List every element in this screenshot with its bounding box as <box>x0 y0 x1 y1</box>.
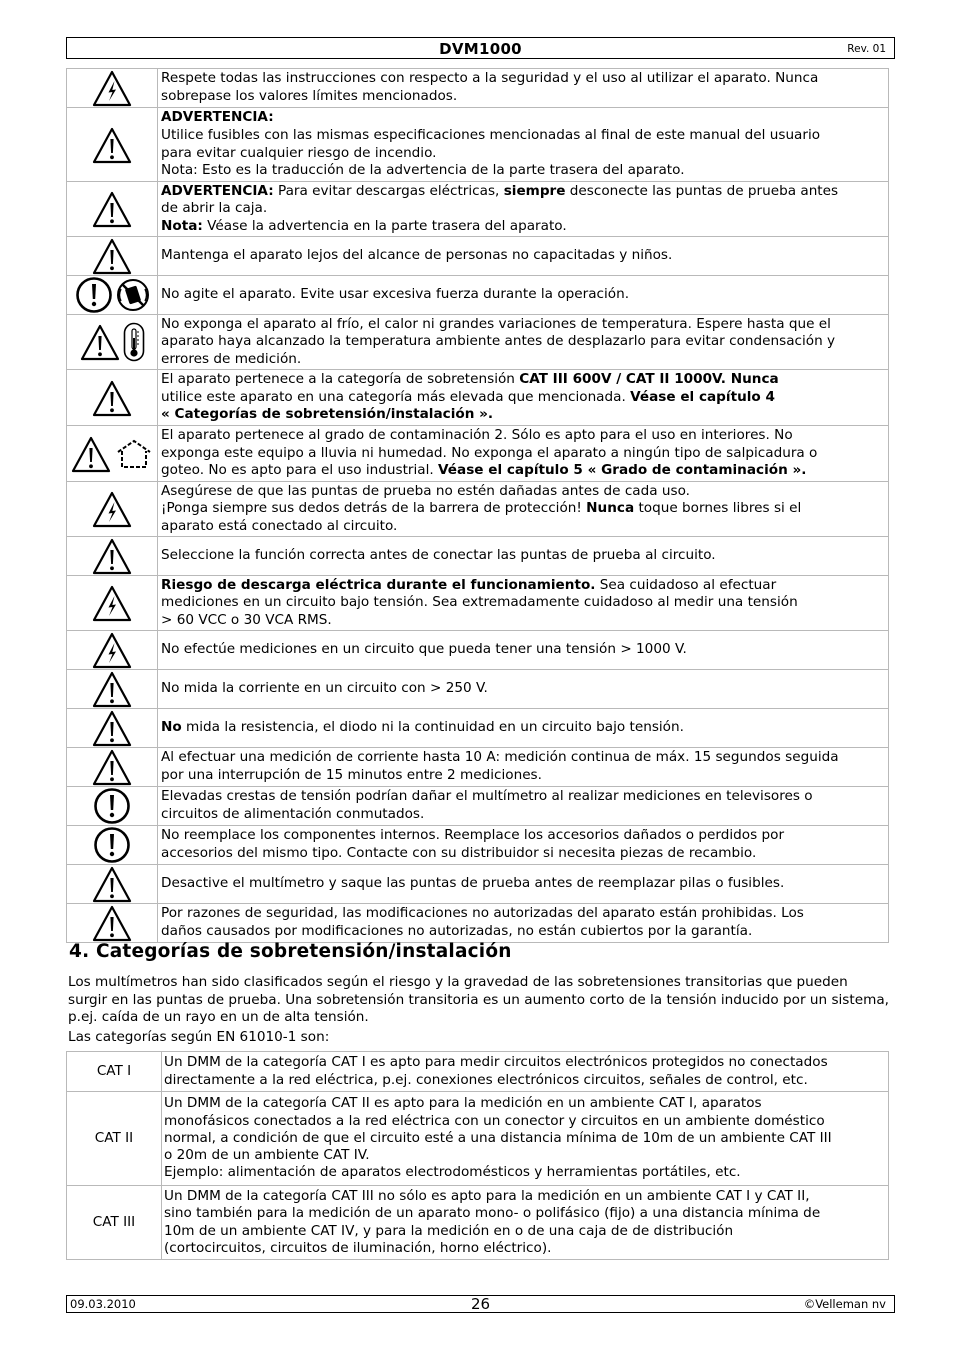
section-title: 4. Categorías de sobretensión/instalación <box>69 941 512 962</box>
instruction-line <box>161 641 886 659</box>
text-segment: accesorios del mismo tipo. Contacte con su distribuidor si necesita piezas de recambio. <box>161 845 757 861</box>
instruction-text <box>158 670 889 709</box>
instruction-line <box>161 333 886 351</box>
icon-graphic <box>80 323 120 361</box>
text-segment: por una interrupción de 15 minutos entre 2 mediciones. <box>161 767 542 783</box>
instruction-line <box>161 389 886 407</box>
categories-table <box>66 1051 889 1260</box>
instruction-line <box>161 483 886 501</box>
icon-graphic <box>92 631 132 669</box>
text-segment: ADVERTENCIA: <box>161 109 274 126</box>
instruction-line <box>161 462 886 480</box>
warning-triangle-icon <box>92 537 132 575</box>
icon-graphic <box>92 865 132 903</box>
icon-graphic <box>92 379 132 417</box>
text-segment: toque bornes libres si el <box>634 500 802 517</box>
category-row <box>67 1092 889 1186</box>
icon-graphic <box>92 190 132 228</box>
instruction-line <box>161 547 886 565</box>
text-segment: Por razones de seguridad, las modificaciones no autorizadas del aparato están prohibidas. Los <box>161 905 804 922</box>
instruction-text <box>158 709 889 748</box>
instruction-line <box>161 518 886 536</box>
safety-row <box>67 69 889 108</box>
instruction-text <box>158 576 889 631</box>
text-segment: Nota: Esto es la traducción de la advertencia de la parte trasera del aparato. <box>161 162 685 179</box>
thermometer-icon <box>123 322 145 362</box>
instruction-text <box>158 826 889 865</box>
instruction-line <box>161 875 886 893</box>
safety-row <box>67 826 889 865</box>
categories-intro: Las categorías según EN 61010-1 son: <box>68 1029 330 1045</box>
safety-row <box>67 108 889 182</box>
icon-graphic <box>92 709 132 747</box>
category-description <box>162 1052 889 1092</box>
caution-circle-icon <box>75 276 113 314</box>
text-segment: No agite el aparato. Evite usar excesiva fuerza durante la operación. <box>161 286 630 303</box>
caution-circle-icon <box>93 826 131 864</box>
description-line: o 20m de un ambiente CAT IV. <box>164 1147 370 1164</box>
instruction-line <box>161 127 886 145</box>
icon-graphic <box>123 322 145 362</box>
text-segment: CAT III 600V / CAT II 1000V. Nunca <box>519 371 779 388</box>
instruction-line <box>161 427 886 445</box>
lightning-triangle-icon <box>92 631 132 669</box>
icon-graphic <box>92 537 132 575</box>
instruction-text <box>158 787 889 826</box>
text-segment: El aparato pertenece a la categoría de sobretensión <box>161 371 520 388</box>
icon-cell <box>67 426 158 482</box>
category-description <box>162 1092 889 1186</box>
safety-row <box>67 787 889 826</box>
warning-triangle-icon <box>92 379 132 417</box>
warning-triangle-icon <box>92 709 132 747</box>
text-segment: Nunca <box>586 500 635 517</box>
icon-cell <box>67 315 158 370</box>
text-segment: El aparato pertenece al grado de contaminación 2. Sólo es apto para el uso en interiores. No <box>161 427 793 444</box>
text-segment: Nota: <box>161 217 203 234</box>
text-segment: para evitar cualquier riesgo de incendio. <box>161 144 437 161</box>
document-title: DVM1000 <box>439 40 522 58</box>
icon-graphic <box>92 69 132 107</box>
page-header <box>66 37 895 59</box>
instruction-line <box>161 145 886 163</box>
safety-row <box>67 865 889 904</box>
icon-cell <box>67 108 158 182</box>
description-line: normal, a condición de que el circuito esté a una distancia mínima de 10m de un ambiente CAT III <box>164 1129 832 1146</box>
icon-graphic <box>93 787 131 825</box>
instruction-line <box>161 923 886 941</box>
instruction-line <box>161 500 886 518</box>
icon-cell <box>67 826 158 865</box>
instruction-text <box>158 426 889 482</box>
icon-graphic <box>92 490 132 528</box>
description-line: (cortocircuitos, circuitos de iluminación, horno eléctrico). <box>164 1239 552 1256</box>
text-segment: Véase el capítulo 5 « Grado de contaminación ». <box>438 462 807 479</box>
instruction-line <box>161 351 886 369</box>
instruction-line <box>161 749 886 767</box>
text-segment: Seleccione la función correcta antes de conectar las puntas de prueba al circuito. <box>161 547 716 564</box>
text-segment: Véase la advertencia en la parte trasera del aparato. <box>202 217 567 234</box>
text-segment: exponga este equipo a lluvia ni humedad. No exponga el aparato a ningún tipo de salpicadura o <box>161 444 818 461</box>
text-segment: mediciones en un circuito bajo tensión. Sea extremadamente cuidadoso al medir una tensión <box>161 594 798 611</box>
icon-graphic <box>116 278 150 312</box>
text-segment: aparato haya alcanzado la temperatura ambiente antes de desplazarlo para evitar condensación y <box>161 333 836 350</box>
instruction-line <box>161 612 886 630</box>
warning-triangle-icon <box>92 190 132 228</box>
no-shake-icon <box>116 278 150 312</box>
instruction-line <box>161 577 886 595</box>
icon-cell <box>67 69 158 108</box>
instruction-line <box>161 247 886 265</box>
instruction-text <box>158 69 889 108</box>
text-segment: Utilice fusibles con las mismas especificaciones mencionadas al final de este manual del usuario <box>161 126 821 143</box>
icon-cell <box>67 709 158 748</box>
warning-triangle-icon <box>92 237 132 275</box>
footer-copyright: ©Velleman nv <box>803 1297 886 1311</box>
icon-cell <box>67 370 158 426</box>
text-segment: de abrir la caja. <box>161 200 268 217</box>
safety-instructions-table <box>66 68 889 943</box>
safety-row <box>67 709 889 748</box>
icon-cell <box>67 276 158 315</box>
instruction-line <box>161 183 886 201</box>
safety-row <box>67 537 889 576</box>
icon-graphic <box>114 438 154 470</box>
category-name: CAT III <box>67 1186 162 1260</box>
description-line: Un DMM de la categoría CAT III no sólo es apto para la medición en un ambiente CAT I y CAT II, <box>164 1188 810 1205</box>
indoor-house-icon <box>114 438 154 470</box>
category-description <box>162 1186 889 1260</box>
revision-label: Rev. 01 <box>847 43 886 55</box>
instruction-line <box>161 806 886 824</box>
safety-row <box>67 315 889 370</box>
warning-triangle-icon <box>92 904 132 942</box>
safety-row <box>67 370 889 426</box>
instruction-text <box>158 276 889 315</box>
lightning-triangle-icon <box>92 69 132 107</box>
category-row <box>67 1052 889 1092</box>
category-name: CAT I <box>67 1052 162 1092</box>
text-segment: No mida la corriente en un circuito con > 250 V. <box>161 680 488 697</box>
category-name: CAT II <box>67 1092 162 1186</box>
text-segment: sobrepase los valores límites mencionados. <box>161 88 458 104</box>
instruction-text <box>158 108 889 182</box>
text-segment: Asegúrese de que las puntas de prueba no estén dañadas antes de cada uso. <box>161 482 691 499</box>
instruction-text <box>158 237 889 276</box>
text-segment: ADVERTENCIA: <box>161 182 274 199</box>
description-line: directamente a la red eléctrica, p.ej. conexiones electrónicos circuitos, señales de control, etc. <box>164 1071 808 1088</box>
icon-cell <box>67 237 158 276</box>
text-segment: daños causados por modificaciones no autorizadas, no están cubiertos por la garantía. <box>161 923 753 939</box>
icon-cell <box>67 865 158 904</box>
safety-row <box>67 576 889 631</box>
safety-row <box>67 748 889 787</box>
instruction-line <box>161 109 886 127</box>
text-segment: utilice este aparato en una categoría más elevada que mencionada. <box>161 388 631 405</box>
category-row <box>67 1186 889 1260</box>
text-segment: Mantenga el aparato lejos del alcance de personas no capacitadas y niños. <box>161 247 673 264</box>
instruction-text <box>158 482 889 537</box>
instruction-line <box>161 162 886 180</box>
instruction-line <box>161 719 886 737</box>
instruction-line <box>161 406 886 424</box>
icon-cell <box>67 482 158 537</box>
text-segment: Véase el capítulo 4 <box>630 388 775 405</box>
instruction-line <box>161 827 886 845</box>
icon-graphic <box>92 670 132 708</box>
text-segment: desconecte las puntas de prueba antes <box>565 182 839 199</box>
safety-row <box>67 276 889 315</box>
text-segment: No exponga el aparato al frío, el calor ni grandes variaciones de temperatura. Espere hasta que el <box>161 315 831 332</box>
lightning-triangle-icon <box>92 490 132 528</box>
warning-triangle-icon <box>92 126 132 164</box>
icon-cell <box>67 748 158 787</box>
section-intro-paragraph: Los multímetros han sido clasificados según el riesgo y la gravedad de las sobretensiones transitorias que pueden surgir en las puntas de prueba. Una sobretensión transitoria es un aumento corto de la tensión inducido por un sistema, p.ej. caída de un rayo en un de alta tensión. <box>68 974 889 1026</box>
description-line: 10m de un ambiente CAT IV, y para la medición en o de una caja de de distribución <box>164 1222 734 1239</box>
instruction-line <box>161 88 886 106</box>
safety-row <box>67 482 889 537</box>
description-line: Ejemplo: alimentación de aparatos electrodomésticos y herramientas portátiles, etc. <box>164 1164 741 1181</box>
safety-row <box>67 670 889 709</box>
icon-graphic <box>93 826 131 864</box>
text-segment: > 60 VCC o 30 VCA RMS. <box>161 611 332 628</box>
instruction-text <box>158 748 889 787</box>
text-segment: siempre <box>503 182 566 199</box>
page-footer <box>66 1295 895 1313</box>
instruction-line <box>161 905 886 923</box>
description-line: sino también para la medición de un aparato mono- o polifásico (fijo) a una distancia mínima de <box>164 1205 821 1222</box>
text-segment: Respete todas las instrucciones con respecto a la seguridad y el uso al utilizar el aparato. Nunca <box>161 70 819 87</box>
instruction-line <box>161 680 886 698</box>
icon-cell <box>67 182 158 237</box>
text-segment: Para evitar descargas eléctricas, <box>273 182 504 199</box>
icon-graphic <box>75 276 113 314</box>
text-segment: errores de medición. <box>161 350 302 367</box>
icon-graphic <box>92 237 132 275</box>
text-segment: « Categorías de sobretensión/instalación ». <box>161 406 494 423</box>
icon-cell <box>67 537 158 576</box>
text-segment: Al efectuar una medición de corriente hasta 10 A: medición continua de máx. 15 segundos seguida <box>161 749 839 766</box>
instruction-text <box>158 315 889 370</box>
icon-cell <box>67 904 158 943</box>
lightning-triangle-icon <box>92 584 132 622</box>
warning-triangle-icon <box>71 435 111 473</box>
icon-graphic <box>92 904 132 942</box>
text-segment: Sea cuidadoso al efectuar <box>595 576 777 593</box>
icon-cell <box>67 631 158 670</box>
instruction-text <box>158 865 889 904</box>
instruction-line <box>161 200 886 218</box>
warning-triangle-icon <box>92 670 132 708</box>
text-segment: Riesgo de descarga eléctrica durante el funcionamiento. <box>161 576 596 593</box>
icon-graphic <box>92 584 132 622</box>
warning-triangle-icon <box>80 323 120 361</box>
text-segment: Elevadas crestas de tensión podrían dañar el multímetro al realizar mediciones en televisores o <box>161 788 813 805</box>
page-number: 26 <box>470 1295 491 1313</box>
footer-date: 09.03.2010 <box>70 1297 136 1311</box>
instruction-line <box>161 445 886 463</box>
safety-row <box>67 631 889 670</box>
text-segment: aparato está conectado al circuito. <box>161 517 398 534</box>
instruction-text <box>158 370 889 426</box>
description-line: Un DMM de la categoría CAT I es apto para medir circuitos electrónicos protegidos no conectados <box>164 1054 828 1071</box>
icon-graphic <box>71 435 111 473</box>
instruction-line <box>161 594 886 612</box>
instruction-text <box>158 904 889 943</box>
icon-cell <box>67 576 158 631</box>
icon-cell <box>67 670 158 709</box>
description-line: monofásicos conectados a la red eléctrica con un conector y circuitos en un ambiente doméstico <box>164 1112 825 1129</box>
instruction-line <box>161 218 886 236</box>
warning-triangle-icon <box>92 865 132 903</box>
warning-triangle-icon <box>92 748 132 786</box>
icon-cell <box>67 787 158 826</box>
caution-circle-icon <box>93 787 131 825</box>
instruction-text <box>158 537 889 576</box>
text-segment: No efectúe mediciones en un circuito que pueda tener una tensión > 1000 V. <box>161 641 687 658</box>
instruction-line <box>161 286 886 304</box>
instruction-line <box>161 70 886 88</box>
safety-row <box>67 182 889 237</box>
safety-row <box>67 426 889 482</box>
instruction-line <box>161 767 886 785</box>
text-segment: goteo. No es apto para el uso industrial. <box>161 462 439 479</box>
text-segment: No reemplace los componentes internos. Reemplace los accesorios dañados o perdidos por <box>161 827 785 844</box>
text-segment: No <box>161 719 182 736</box>
icon-graphic <box>92 748 132 786</box>
text-segment: ¡Ponga siempre sus dedos detrás de la barrera de protección! <box>161 500 587 517</box>
instruction-line <box>161 788 886 806</box>
description-line: Un DMM de la categoría CAT II es apto para la medición en un ambiente CAT I, aparatos <box>164 1095 762 1112</box>
text-segment: mida la resistencia, el diodo ni la continuidad en un circuito bajo tensión. <box>181 719 684 736</box>
instruction-text <box>158 182 889 237</box>
safety-row <box>67 237 889 276</box>
text-segment: circuitos de alimentación conmutados. <box>161 806 425 822</box>
icon-graphic <box>92 126 132 164</box>
instruction-text <box>158 631 889 670</box>
text-segment: Desactive el multímetro y saque las puntas de prueba antes de reemplazar pilas o fusibles. <box>161 875 785 892</box>
instruction-line <box>161 371 886 389</box>
instruction-line <box>161 845 886 863</box>
instruction-line <box>161 316 886 334</box>
safety-row <box>67 904 889 943</box>
